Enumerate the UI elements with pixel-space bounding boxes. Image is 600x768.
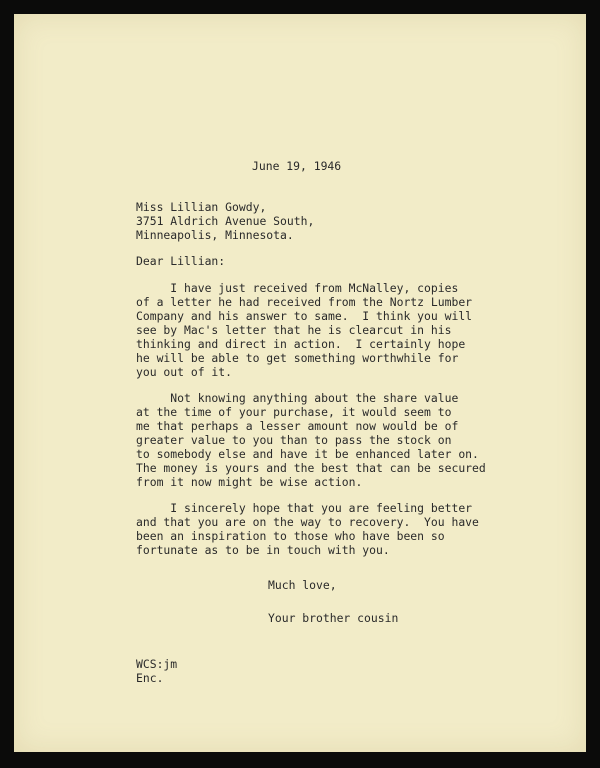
closing: Much love, (268, 578, 337, 592)
recipient-name: Miss Lillian Gowdy, (136, 200, 267, 214)
letter-body (14, 14, 586, 752)
paragraph-2-line-7: from it now might be wise action. (136, 475, 363, 489)
paragraph-2-line-6: The money is yours and the best that can be secured (136, 461, 486, 475)
paragraph-3-line-3: been an inspiration to those who have been so (136, 529, 445, 543)
recipient-street: 3751 Aldrich Avenue South, (136, 214, 315, 228)
paragraph-1-line-2: of a letter he had received from the Nortz Lumber (136, 295, 473, 309)
paragraph-1-line-3: Company and his answer to same. I think you will (136, 309, 473, 323)
paragraph-3-line-4: fortunate as to be in touch with you. (136, 543, 390, 557)
letter-page (14, 14, 586, 752)
paragraph-2-line-3: me that perhaps a lesser amount now would be of (136, 419, 459, 433)
paragraph-2-line-1: Not knowing anything about the share value (136, 391, 459, 405)
recipient-city: Minneapolis, Minnesota. (136, 228, 294, 242)
paragraph-1-line-6: he will be able to get something worthwhile for (136, 351, 459, 365)
paragraph-3-line-1: I sincerely hope that you are feeling better (136, 501, 473, 515)
paragraph-1-line-5: thinking and direct in action. I certainly hope (136, 337, 466, 351)
paragraph-3-line-2: and that you are on the way to recovery. You have (136, 515, 479, 529)
salutation: Dear Lillian: (136, 254, 226, 268)
letter-date: June 19, 1946 (252, 159, 342, 173)
typist-initials: WCS:jm (136, 657, 178, 671)
enclosure-note: Enc. (136, 671, 164, 685)
paragraph-2-line-4: greater value to you than to pass the stock on (136, 433, 452, 447)
signature-line: Your brother cousin (268, 611, 399, 625)
paragraph-1-line-1: I have just received from McNalley, copies (136, 281, 459, 295)
paragraph-1-line-7: you out of it. (136, 365, 233, 379)
paragraph-2-line-2: at the time of your purchase, it would seem to (136, 405, 452, 419)
paragraph-1-line-4: see by Mac's letter that he is clearcut in his (136, 323, 452, 337)
paragraph-2-line-5: to somebody else and have it be enhanced later on. (136, 447, 479, 461)
